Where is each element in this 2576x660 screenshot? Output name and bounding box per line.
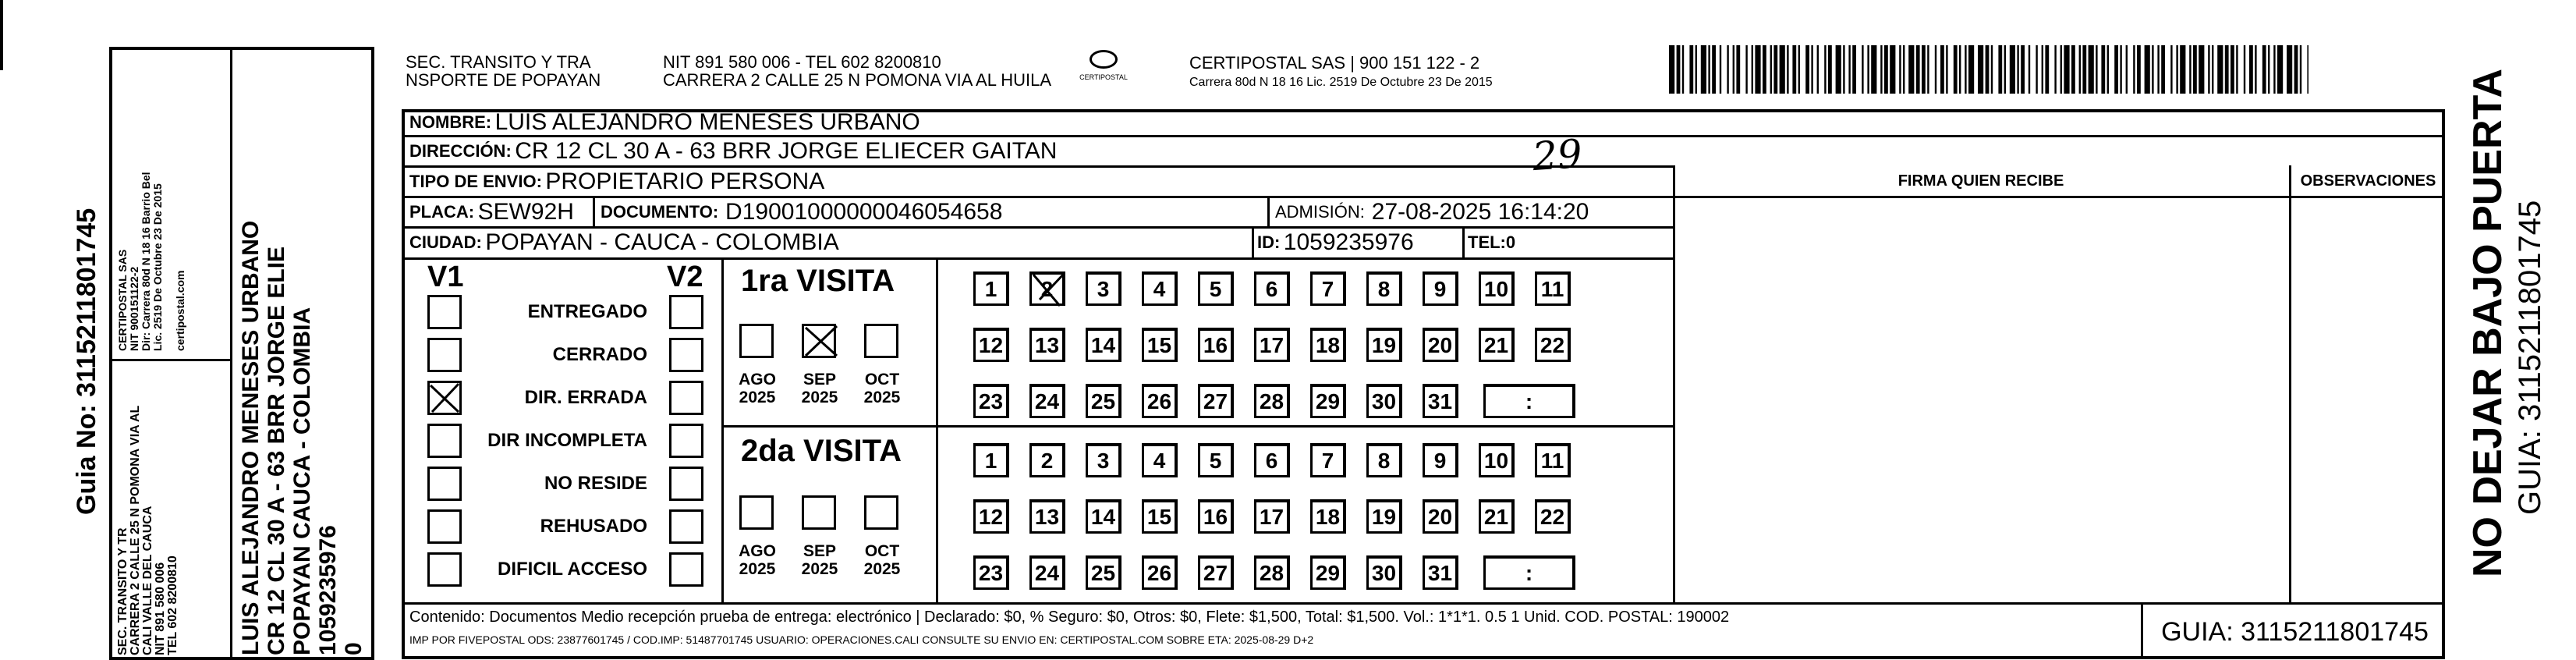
v1-checkbox[interactable] [427, 295, 462, 329]
barcode-bar [1968, 45, 1974, 94]
visits-divider [721, 425, 1673, 428]
day-cell[interactable]: 21 [1479, 328, 1515, 362]
day-cell[interactable]: 2 [1029, 271, 1065, 306]
day-cell[interactable]: 15 [1142, 499, 1178, 534]
day-cell[interactable]: 22 [1535, 328, 1571, 362]
month-label: SEP 2025 [801, 542, 838, 578]
barcode-bar [2042, 45, 2043, 94]
month-label: OCT 2025 [863, 371, 901, 406]
barcode-bar [2294, 45, 2298, 94]
stub-sender: SEC. TRANSITO Y TR CARRERA 2 CALLE 25 N POMONA VIA AL CALI VALLE DEL CAUCA NIT 891 580 006 TEL 602 8200810 [116, 405, 179, 655]
day-cell[interactable]: 9 [1423, 443, 1458, 477]
barcode-bar [1946, 45, 1947, 94]
barcode-bar [2082, 45, 2086, 94]
barcode-bar [1763, 45, 1766, 94]
barcode-bar [1935, 45, 1936, 94]
barcode-bar [1940, 45, 1944, 94]
month-checkbox[interactable] [739, 324, 774, 358]
day-cell[interactable]: 6 [1254, 443, 1290, 477]
firma-divider [1673, 165, 1675, 602]
company-info: CERTIPOSTAL SAS | 900 151 122 - 2 Carrera 80d N 18 16 Lic. 2519 De Octubre 23 De 2015 [1189, 53, 1493, 89]
v2-checkbox[interactable] [669, 552, 703, 587]
certipostal-logo: CERTIPOSTAL [1068, 50, 1139, 89]
v1-checkbox[interactable] [427, 381, 462, 415]
status-label: DIR. ERRADA [524, 387, 647, 408]
month-label: AGO 2025 [739, 371, 776, 406]
barcode-bar [1805, 45, 1809, 94]
left-edge-mark [0, 0, 3, 70]
barcode-bar [1817, 45, 1819, 94]
barcode-bar [2249, 45, 2253, 94]
v2-checkbox[interactable] [669, 295, 703, 329]
barcode-bar [2273, 45, 2275, 94]
day-cell[interactable]: 14 [1086, 328, 1121, 362]
footer-imp: IMP POR FIVEPOSTAL ODS: 23877601745 / COD.IMP: 51487701745 USUARIO: OPERACIONES.CALI CONSULTE SU ENVIO EN: CERTIPOSTAL.COM SOBRE ETA: 2025-08-29 D+2 [409, 633, 1314, 646]
day-cell[interactable]: 17 [1254, 328, 1290, 362]
v2-checkbox[interactable] [669, 467, 703, 501]
barcode-bar [2180, 45, 2185, 94]
barcode-bar [1908, 45, 1914, 94]
barcode-bar [2054, 45, 2056, 94]
stub-cert-divider [109, 359, 230, 361]
day-cell[interactable]: 10 [1479, 271, 1515, 306]
barcode-bar [2010, 45, 2015, 94]
day-cell[interactable]: 27 [1198, 384, 1234, 418]
documento-field: DOCUMENTO: D19001000000046054658 [601, 198, 1003, 225]
day-cell[interactable]: 24 [1029, 384, 1065, 418]
day-cell[interactable]: 30 [1366, 384, 1402, 418]
day-cell[interactable]: 15 [1142, 328, 1178, 362]
nombre-row: NOMBRE: LUIS ALEJANDRO MENESES URBANO [409, 109, 920, 135]
status-label: CERRADO [552, 344, 647, 365]
day-cell[interactable]: 2 [1029, 443, 1065, 477]
day-cell[interactable]: 16 [1198, 499, 1234, 534]
barcode-bar [2079, 45, 2081, 94]
barcode-bar [2212, 45, 2213, 94]
barcode-bar [1682, 45, 1684, 94]
tel-divider [1462, 226, 1465, 257]
barcode-bar [1848, 45, 1850, 94]
barcode-bar [2107, 45, 2109, 94]
barcode-bar [2036, 45, 2037, 94]
month-checkbox[interactable] [739, 495, 774, 530]
barcode-bar [2287, 45, 2292, 94]
day-cell[interactable]: 27 [1198, 555, 1234, 590]
barcode-bar [2268, 45, 2270, 94]
barcode-bar [1991, 45, 1993, 94]
barcode-bar [2161, 45, 2165, 94]
barcode-bar [2021, 45, 2025, 94]
day-cell[interactable]: 21 [1479, 499, 1515, 534]
day-cell[interactable]: 14 [1086, 499, 1121, 534]
logo-icon [1090, 50, 1118, 69]
barcode-bar [2089, 45, 2094, 94]
barcode-bar [1959, 45, 1961, 94]
barcode-bar [2300, 45, 2301, 94]
day-cell[interactable]: 1 [973, 271, 1009, 306]
v1-checkbox[interactable] [427, 552, 462, 587]
barcode-bar [2208, 45, 2209, 94]
day-cell[interactable]: 12 [973, 328, 1009, 362]
footer-guia-divider [2141, 602, 2143, 659]
day-cell[interactable]: 7 [1310, 271, 1346, 306]
status-divider [721, 257, 724, 602]
barcode-bar [1998, 45, 2002, 94]
placa-divider [593, 196, 595, 226]
barcode-bar [1755, 45, 1760, 94]
day-cell[interactable]: 17 [1254, 499, 1290, 534]
barcode-bar [1701, 45, 1706, 94]
barcode-bar [1780, 45, 1785, 94]
day-cell[interactable]: 19 [1366, 328, 1402, 362]
stub-certipostal-info: CERTIPOSTAL SAS NIT 900151122-2 Dir: Carrera 80d N 18 16 Barrio Bel Lic. 2519 De Octubre 23 De 2015 certipostal.com [116, 172, 186, 351]
barcode-bar [1880, 45, 1882, 94]
direccion-row: DIRECCIÓN: CR 12 CL 30 A - 63 BRR JORGE ELIECER GAITAN [409, 137, 1058, 164]
sender-name: SEC. TRANSITO Y TRA NSPORTE DE POPAYAN [406, 52, 601, 90]
check-mark-icon [799, 321, 843, 360]
barcode-bar [2064, 45, 2069, 94]
month-checkbox[interactable] [802, 495, 836, 530]
barcode-bar [1828, 45, 1832, 94]
barcode-bar [1867, 45, 1869, 94]
day-cell[interactable]: 20 [1423, 499, 1458, 534]
barcode-bar [1916, 45, 1920, 94]
barcode-bar [1871, 45, 1876, 94]
stub-divider [230, 47, 232, 660]
barcode-bar [2199, 45, 2204, 94]
footer-divider [402, 602, 2445, 605]
day-cell[interactable]: 4 [1142, 271, 1178, 306]
stub-guia-number: Guia No: 3115211801745 [72, 208, 101, 515]
barcode-bar [2157, 45, 2159, 94]
status-label: ENTREGADO [527, 301, 647, 322]
firma-label: FIRMA QUIEN RECIBE [1897, 172, 2064, 190]
barcode-bar [1843, 45, 1844, 94]
day-cell[interactable]: 16 [1198, 328, 1234, 362]
barcode-bar [1884, 45, 1888, 94]
barcode-bar [2101, 45, 2105, 94]
barcode-bar [1927, 45, 1929, 94]
v2-checkbox[interactable] [669, 424, 703, 458]
right-guia-number: GUIA: 3115211801745 [2513, 200, 2547, 515]
barcode-bar [1708, 45, 1710, 94]
day-cell[interactable]: 30 [1366, 555, 1402, 590]
day-cell[interactable]: 5 [1198, 271, 1234, 306]
barcode-bar [1787, 45, 1788, 94]
barcode-bar [1798, 45, 1800, 94]
day-cell[interactable]: 29 [1310, 555, 1346, 590]
barcode-bar [1689, 45, 1693, 94]
day-cell[interactable]: 5 [1198, 443, 1234, 477]
barcode-bar [1677, 45, 1681, 94]
barcode-bar [2176, 45, 2177, 94]
barcode-bar [1736, 45, 1740, 94]
barcode-bar [2126, 45, 2128, 94]
obs-divider [2289, 165, 2291, 602]
status-label: NO RESIDE [544, 473, 647, 494]
month-label: SEP 2025 [801, 371, 838, 406]
day-cell[interactable]: 9 [1423, 271, 1458, 306]
barcode-bar [1720, 45, 1721, 94]
day-cell[interactable]: 22 [1535, 499, 1571, 534]
first-visit-title: 1ra VISITA [741, 264, 895, 298]
day-cell[interactable]: 23 [973, 384, 1009, 418]
barcode-bar [2255, 45, 2256, 94]
day-cell[interactable]: 13 [1029, 328, 1065, 362]
barcode-bar [2217, 45, 2223, 94]
day-cell[interactable]: 8 [1366, 271, 1402, 306]
barcode-bar [2307, 45, 2308, 94]
barcode-bar [1890, 45, 1895, 94]
barcode-bar [1712, 45, 1716, 94]
barcode-bar [1770, 45, 1772, 94]
months-divider [936, 257, 938, 602]
barcode-bar [2189, 45, 2191, 94]
day-cell[interactable]: 3 [1086, 443, 1121, 477]
barcode-bar [2244, 45, 2245, 94]
barcode-bar [1965, 45, 1966, 94]
day-cell[interactable]: 12 [973, 499, 1009, 534]
day-cell[interactable]: 18 [1310, 328, 1346, 362]
v1-checkbox[interactable] [427, 509, 462, 544]
footer-contenido: Contenido: Documentos Medio recepción prueba de entrega: electrónico | Declarado: $0, % Seguro: $0, Otros: $0, Flete: $1,500, Total: $1,500. Vol.: 1*1*1. 0.5 1 Unid. COD. POSTAL: 190002 [409, 609, 1730, 626]
day-cell[interactable]: 24 [1029, 555, 1065, 590]
barcode-bar [2017, 45, 2018, 94]
barcode-bar [1978, 45, 1983, 94]
v2-checkbox[interactable] [669, 509, 703, 544]
v1-checkbox[interactable] [427, 424, 462, 458]
barcode-bar [2071, 45, 2075, 94]
barcode-bar [2120, 45, 2121, 94]
month-label: OCT 2025 [863, 542, 901, 578]
barcode-bar [2193, 45, 2197, 94]
handwritten-note: 29 [1531, 130, 1584, 180]
day-cell[interactable]: 13 [1029, 499, 1065, 534]
barcode-bar [1922, 45, 1926, 94]
barcode-bar [1727, 45, 1728, 94]
day-cell[interactable]: : [1483, 384, 1575, 418]
day-cell[interactable]: 25 [1086, 384, 1121, 418]
v2-checkbox[interactable] [669, 338, 703, 372]
barcode-bar [1745, 45, 1747, 94]
barcode-bar [1852, 45, 1856, 94]
row-divider-5 [402, 257, 1673, 260]
barcode-bar [2137, 45, 2141, 94]
barcode-bar [1752, 45, 1753, 94]
tipo-row: TIPO DE ENVIO: PROPIETARIO PERSONA [409, 168, 825, 194]
barcode-bar [1836, 45, 1841, 94]
day-cell[interactable]: 26 [1142, 384, 1178, 418]
day-cell[interactable]: 23 [973, 555, 1009, 590]
barcode-bar [1773, 45, 1777, 94]
barcode-bar [2114, 45, 2118, 94]
barcode-bar [2231, 45, 2234, 94]
day-cell[interactable]: 10 [1479, 443, 1515, 477]
sender-contact: NIT 891 580 006 - TEL 602 8200810 CARRERA 2 CALLE 25 N POMONA VIA AL HUILA [663, 52, 1052, 90]
v1-label: V1 [427, 261, 464, 293]
admision-field: ADMISIÓN: 27-08-2025 16:14:20 [1275, 198, 1589, 225]
day-cell[interactable]: 6 [1254, 271, 1290, 306]
v1-checkbox[interactable] [427, 467, 462, 501]
barcode-bar [2029, 45, 2030, 94]
day-cell[interactable]: 11 [1535, 271, 1571, 306]
barcode-bar [2096, 45, 2097, 94]
placa-field: PLACA: SEW92H [409, 198, 574, 225]
day-cell[interactable]: 28 [1254, 384, 1290, 418]
day-cell[interactable]: 25 [1086, 555, 1121, 590]
barcode-bar [1862, 45, 1863, 94]
barcode-bar [1899, 45, 1901, 94]
month-checkbox[interactable] [864, 495, 898, 530]
barcode-bar [2225, 45, 2229, 94]
barcode-bar [1824, 45, 1826, 94]
day-cell[interactable]: 29 [1310, 384, 1346, 418]
barcode-bar [2170, 45, 2172, 94]
footer-guia: GUIA: 3115211801745 [2161, 616, 2429, 647]
barcode-bar [1986, 45, 1990, 94]
barcode-bar [2152, 45, 2153, 94]
no-dejar-bajo-puerta: NO DEJAR BAJO PUERTA [2465, 68, 2510, 577]
day-cell[interactable]: 20 [1423, 328, 1458, 362]
barcode-bar [1733, 45, 1734, 94]
status-label: DIR INCOMPLETA [487, 430, 647, 451]
v2-label: V2 [667, 261, 703, 293]
observaciones-label: OBSERVACIONES [2300, 172, 2436, 190]
barcode-bar [2145, 45, 2150, 94]
id-field: ID: 1059235976 [1257, 229, 1414, 255]
day-cell[interactable]: 31 [1423, 555, 1458, 590]
stub-recipient: LUIS ALEJANDRO MENESES URBANO CR 12 CL 30 A - 63 BRR JORGE ELIE POPAYAN CAUCA - COLOMBIA 1059235976 0 [238, 220, 367, 655]
month-checkbox[interactable] [864, 324, 898, 358]
day-cell[interactable]: 26 [1142, 555, 1178, 590]
second-visit-title: 2da VISITA [741, 434, 902, 468]
ciudad-field: CIUDAD: POPAYAN - CAUCA - COLOMBIA [409, 229, 839, 255]
tel-field: TEL: 0 [1468, 232, 1516, 252]
day-cell[interactable]: 1 [973, 443, 1009, 477]
day-cell[interactable]: 3 [1086, 271, 1121, 306]
barcode-bar [2060, 45, 2062, 94]
day-cell[interactable]: 8 [1366, 443, 1402, 477]
day-cell[interactable]: 11 [1535, 443, 1571, 477]
barcode-bar [1954, 45, 1958, 94]
day-cell[interactable]: : [1483, 555, 1575, 590]
barcode-bar [1903, 45, 1905, 94]
day-cell[interactable]: 31 [1423, 384, 1458, 418]
barcode-bar [2236, 45, 2238, 94]
day-cell[interactable]: 18 [1310, 499, 1346, 534]
day-cell[interactable]: 28 [1254, 555, 1290, 590]
barcode-bar [2004, 45, 2006, 94]
barcode-bar [2277, 45, 2283, 94]
day-cell[interactable]: 7 [1310, 443, 1346, 477]
day-cell[interactable]: 4 [1142, 443, 1178, 477]
status-label: REHUSADO [540, 516, 647, 537]
v2-checkbox[interactable] [669, 381, 703, 415]
month-checkbox[interactable] [802, 324, 836, 358]
barcode-bar [2045, 45, 2049, 94]
barcode-bar [1792, 45, 1796, 94]
v1-checkbox[interactable] [427, 338, 462, 372]
barcode-bar [1695, 45, 1697, 94]
barcode-bar [2133, 45, 2135, 94]
barcode-bar [1669, 45, 1674, 94]
check-mark-icon [427, 381, 462, 415]
status-label: DIFICIL ACCESO [497, 559, 647, 580]
barcode [1669, 45, 2308, 94]
day-cell[interactable]: 19 [1366, 499, 1402, 534]
barcode-bar [1811, 45, 1812, 94]
admision-divider [1267, 196, 1270, 226]
month-label: AGO 2025 [739, 542, 776, 578]
barcode-bar [2262, 45, 2266, 94]
id-divider [1252, 226, 1254, 257]
